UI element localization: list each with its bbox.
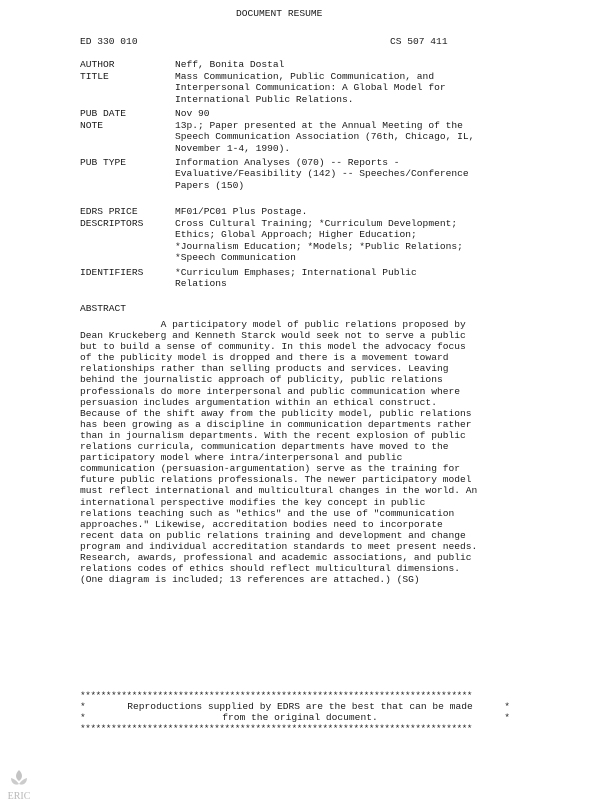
abstract-label: ABSTRACT	[80, 303, 127, 314]
abstract-text: A participatory model of public relations proposed by Dean Kruckeberg and Kenneth Starck would seek not to serve a public but to build a sense of community. In this model the advocacy focus of the publicity model is dropped and there is a movement toward relationships rather than selling products and services. Leaving behind the journalistic approach of publicity, public relations professionals do more interpersonal and public communication where persuasion includes argumentation within an ethical construct. Because of the shift away from the publicity model, public relations has been growing as a discipline in communication departments rather than in journalism departments. With the recent explosion of public relations curricula, communication departments have moved to the participatory model where intra/interpersonal and public communication (persuasion-argumentation) serve as the training for future public relations professionals. The newer participatory model must reflect international and multicultural changes in the world. An international perspective modifies the key concept in public relations teaching such as "ethics" and the use of "communication approaches." Likewise, accreditation bodies need to incorporate recent data on public relations training and development and change program and individual accreditation standards to meet present needs. Research, awards, professional and academic associations, and public relations codes of ethics should reflect multicultural dimensions. (One diagram is included; 13 references are attached.) (SG)	[80, 319, 478, 586]
notice-line-1	[80, 701, 520, 712]
field-value: Nov 90	[175, 108, 210, 119]
field-label: PUB TYPE	[80, 157, 127, 168]
eric-logo-graphic	[6, 768, 32, 804]
eric-logo-icon	[6, 768, 32, 804]
notice-text-2: from the original document.	[222, 712, 378, 723]
ed-number: ED 330 010	[80, 36, 138, 47]
eric-logo-text: ERIC	[7, 791, 31, 802]
star-border-top: ****************************************************************************	[80, 690, 472, 701]
field-value: *Curriculum Emphases; International Public Relations	[175, 267, 417, 290]
field-label: EDRS PRICE	[80, 206, 138, 217]
field-label: PUB DATE	[80, 108, 127, 119]
field-label: NOTE	[80, 120, 104, 131]
notice-line-2	[80, 712, 520, 723]
star-mark: *	[504, 701, 510, 712]
field-value: 13p.; Paper presented at the Annual Meeting of the Speech Communication Association (76th, Chicago, IL, November 1-4, 1990).	[175, 120, 475, 154]
field-value: Cross Cultural Training; *Curriculum Development; Ethics; Global Approach; Higher Education; *Journalism Education; *Models; *Public Relations; *Speech Communication	[175, 218, 463, 264]
field-label: DESCRIPTORS	[80, 218, 144, 229]
field-value: Information Analyses (070) -- Reports - Evaluative/Feasibility (142) -- Speeches/Conference Papers (150)	[175, 157, 469, 191]
cs-number: CS 507 411	[390, 36, 448, 47]
reproduction-notice	[80, 690, 520, 734]
star-mark: *	[504, 712, 510, 723]
field-value: Neff, Bonita Dostal	[175, 59, 285, 70]
field-label: IDENTIFIERS	[80, 267, 144, 278]
field-value: Mass Communication, Public Communication, and Interpersonal Communication: A Global Model for International Public Relations.	[175, 71, 446, 105]
document-title: DOCUMENT RESUME	[236, 8, 323, 19]
star-mark: *	[80, 712, 86, 723]
star-mark: *	[80, 701, 86, 712]
field-label: TITLE	[80, 71, 109, 82]
notice-text-1: Reproductions supplied by EDRS are the best that can be made	[127, 701, 473, 712]
field-value: MF01/PC01 Plus Postage.	[175, 206, 308, 217]
field-label: AUTHOR	[80, 59, 115, 70]
star-border-bottom: ****************************************************************************	[80, 723, 472, 734]
